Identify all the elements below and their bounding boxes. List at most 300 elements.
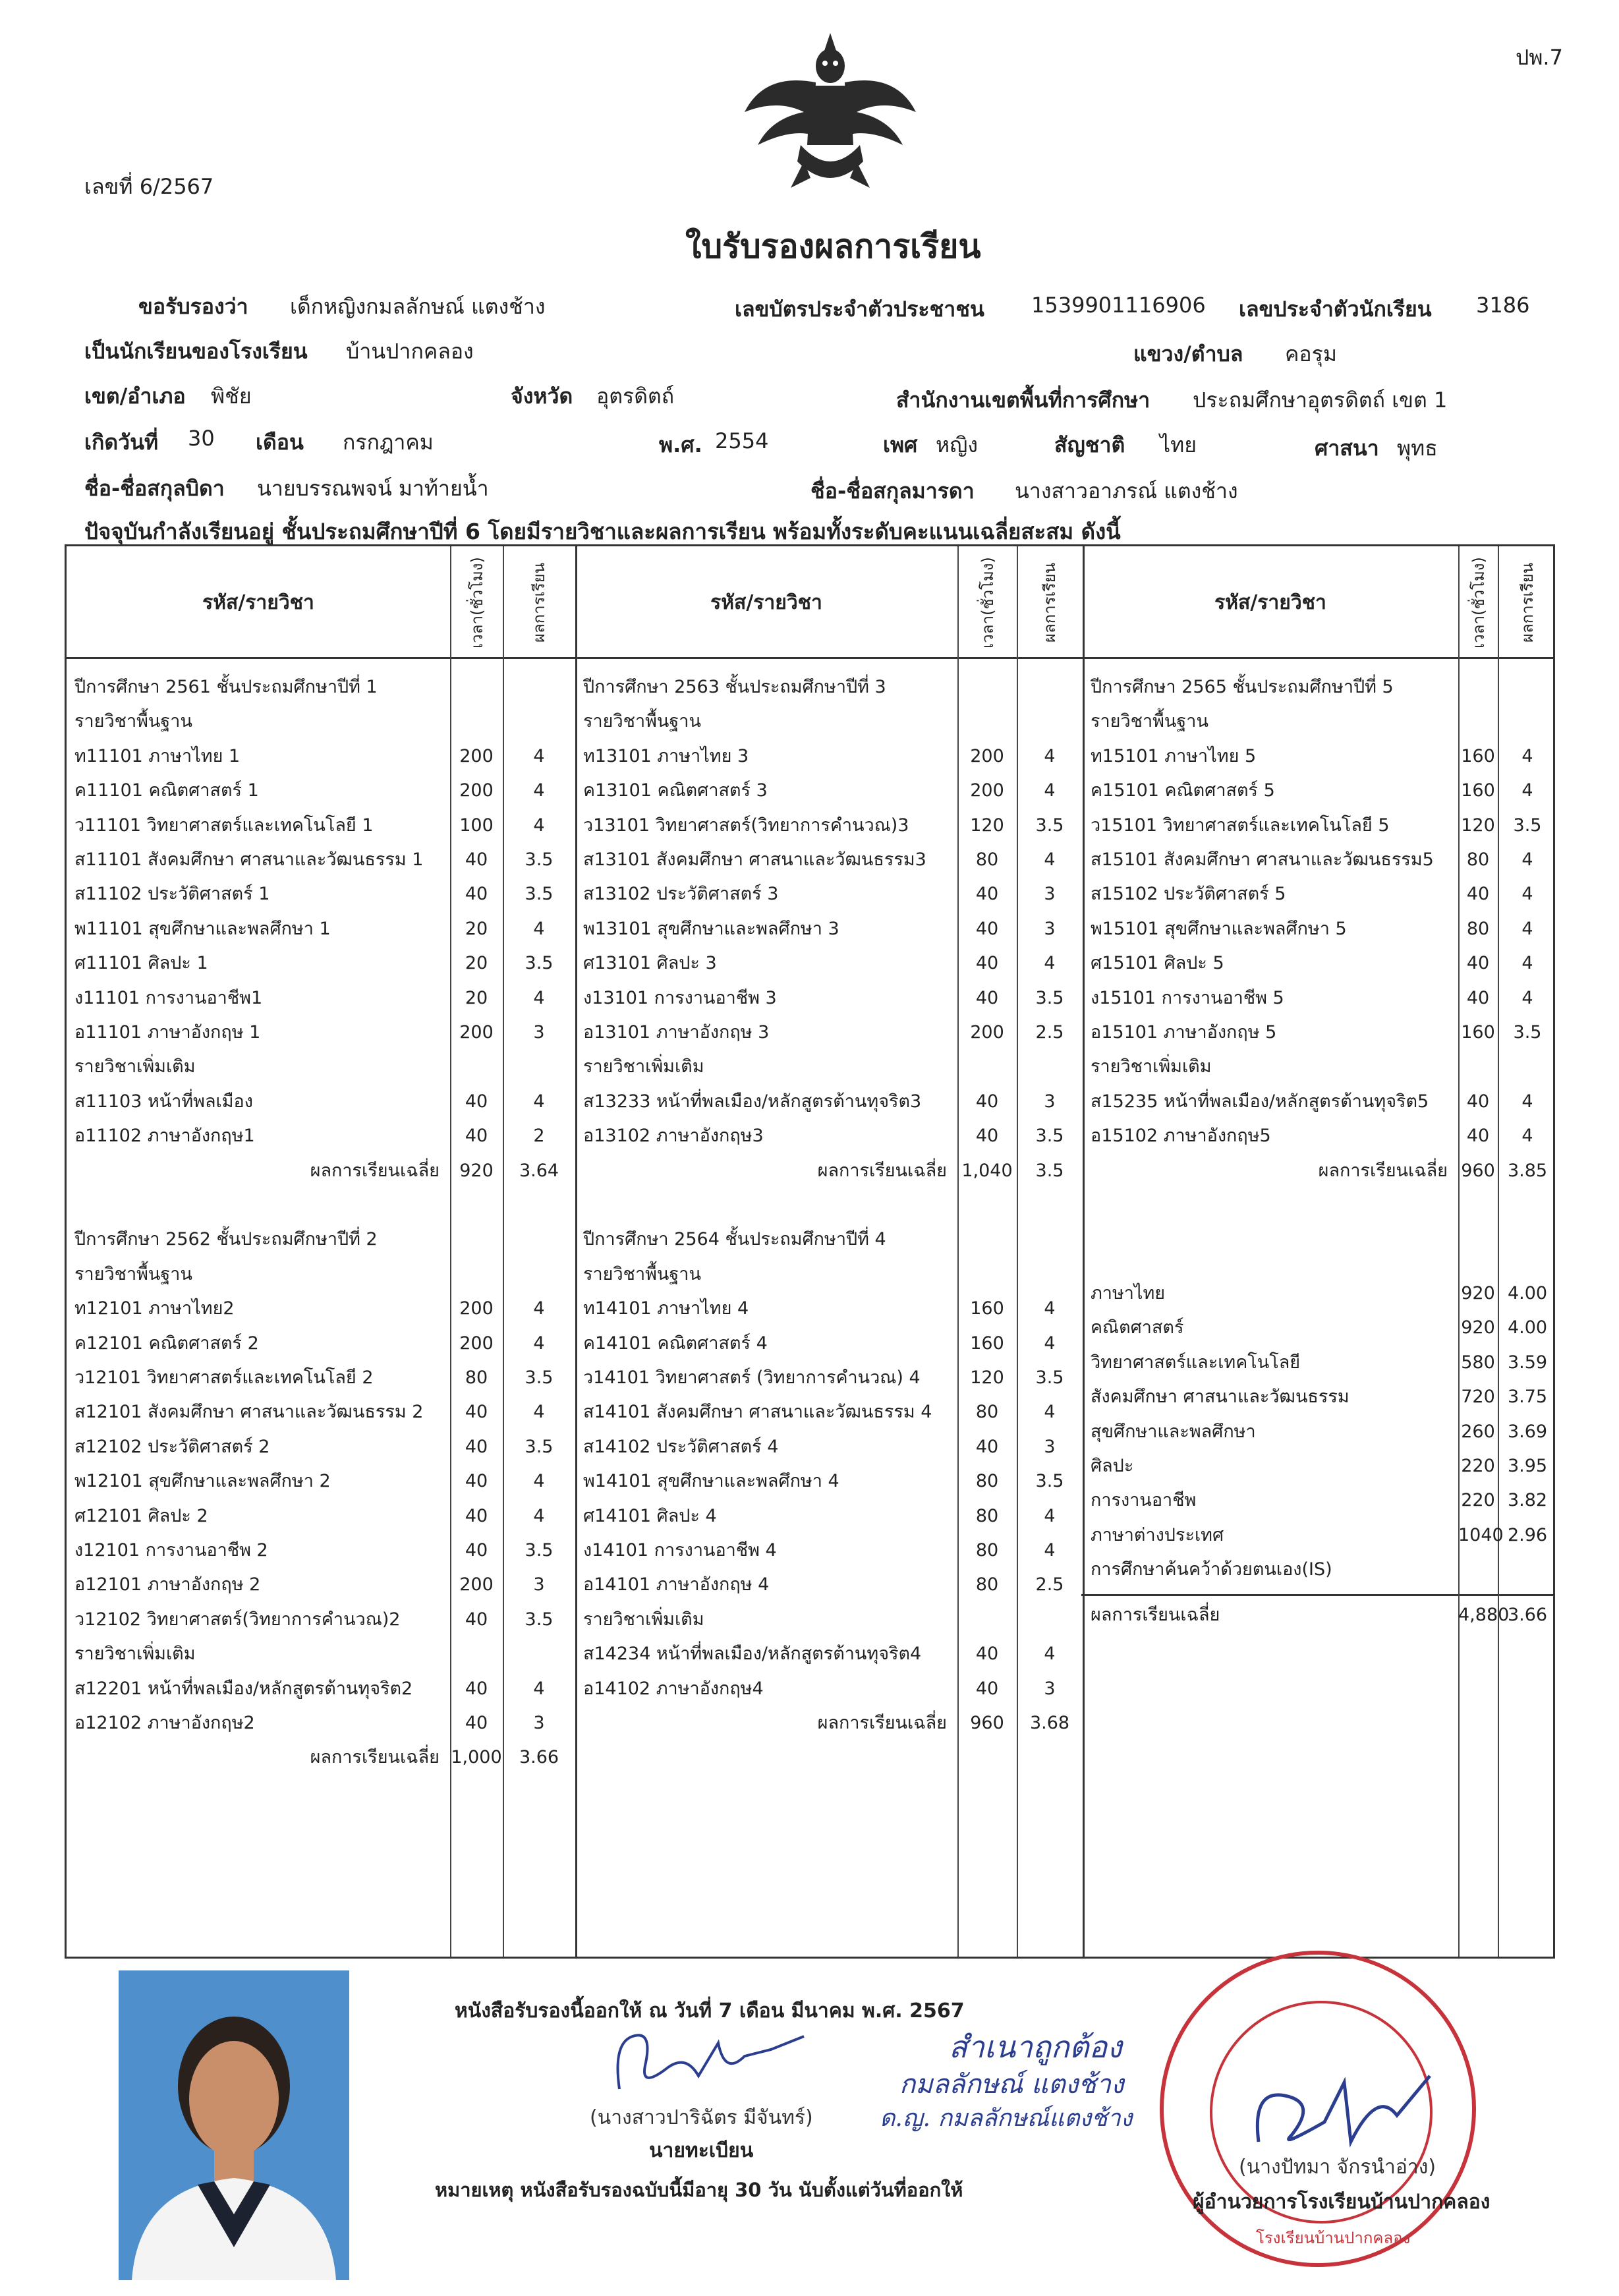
subject-name: ค13101 คณิตศาสตร์ 3 (583, 780, 768, 801)
grade-cell: 3.69 (1507, 1421, 1548, 1442)
table-row (575, 912, 1083, 946)
grade-cell: 4 (1044, 1333, 1056, 1354)
table-row (67, 946, 575, 981)
subject-name: รายวิชาเพิ่มเติม (74, 1644, 196, 1665)
grade-cell: 3.75 (1507, 1387, 1548, 1408)
table-row (575, 1188, 1083, 1222)
subject-name: รายวิชาพื้นฐาน (74, 1263, 192, 1284)
religion-label: ศาสนา (1315, 436, 1379, 461)
hours-cell: 40 (465, 1609, 488, 1630)
table-row (575, 1430, 1083, 1464)
subject-name: ว12102 วิทยาศาสตร์(วิทยาการคำนวณ)2 (74, 1609, 401, 1630)
hours-cell: 120 (970, 1367, 1004, 1388)
hours-cell: 40 (975, 1644, 999, 1665)
summary-row (575, 1706, 1083, 1740)
subject-name: ว13101 วิทยาศาสตร์(วิทยาการคำนวณ)3 (583, 815, 909, 836)
hours-cell: 220 (1461, 1490, 1495, 1511)
subject-name: คณิตศาสตร์ (1091, 1317, 1184, 1338)
hours-cell: 40 (465, 884, 488, 905)
table-row (1083, 1016, 1557, 1050)
subject-name: รายวิชาเพิ่มเติม (583, 1609, 704, 1630)
student-no-value: 3186 (1476, 293, 1530, 318)
grade-cell: 3.5 (1035, 1126, 1064, 1147)
subject-name: ส14102 ประวัติศาสตร์ 4 (583, 1436, 779, 1457)
doc-number: เลขที่ 6/2567 (84, 174, 214, 199)
grade-cell: 4 (1521, 918, 1533, 939)
hours-cell: 200 (459, 1298, 494, 1319)
table-row (575, 877, 1083, 911)
subject-name: พ14101 สุขศึกษาและพลศึกษา 4 (583, 1471, 839, 1492)
table-row (575, 1603, 1083, 1637)
hours-cell: 120 (970, 815, 1004, 836)
subject-name: พ15101 สุขศึกษาและพลศึกษา 5 (1091, 918, 1347, 939)
subject-name: อ12102 ภาษาอังกฤษ2 (74, 1713, 255, 1733)
table-row (67, 670, 575, 704)
table-row (1083, 981, 1557, 1016)
grade-cell: 3.5 (525, 1540, 554, 1561)
subject-name: ท11101 ภาษาไทย 1 (74, 745, 241, 766)
grade-cell: 3.5 (525, 884, 554, 905)
subject-name: อ13101 ภาษาอังกฤษ 3 (583, 1022, 770, 1043)
header-subject: รหัส/รายวิชา (710, 590, 822, 614)
hours-cell: 40 (975, 987, 999, 1008)
table-row (1083, 1050, 1557, 1084)
hours-cell: 40 (975, 953, 999, 974)
student-photo-figure (119, 1970, 349, 2280)
hours-cell: 260 (1461, 1421, 1495, 1442)
hours-cell: 40 (975, 1436, 999, 1457)
table-row (1083, 843, 1557, 877)
table-row (575, 1050, 1083, 1084)
table-row (67, 1499, 575, 1534)
hours-cell: 20 (465, 918, 488, 939)
district-label: เขต/อำเภอ (84, 384, 186, 409)
header-subject: รหัส/รายวิชา (202, 590, 314, 614)
subject-name: อ15102 ภาษาอังกฤษ5 (1091, 1126, 1271, 1147)
table-row (67, 1464, 575, 1499)
table-row (1083, 670, 1557, 704)
subject-name: ค11101 คณิตศาสตร์ 1 (74, 780, 259, 801)
grade-cell: 4 (1521, 780, 1533, 801)
table-row (67, 843, 575, 877)
hours-cell: 200 (459, 1333, 494, 1354)
table-row (67, 1222, 575, 1257)
certified-line2: กมลลักษณ์ แตงช้าง (899, 2069, 1124, 2100)
student-no-label: เลขประจำตัวนักเรียน (1239, 297, 1432, 322)
table-row (575, 1534, 1083, 1568)
summary-row (1083, 1154, 1557, 1188)
sex-label: เพศ (883, 432, 918, 457)
grade-cell: 3.5 (525, 953, 554, 974)
table-row (67, 1395, 575, 1429)
subject-name: พ11101 สุขศึกษาและพลศึกษา 1 (74, 918, 331, 939)
subject-name: ว15101 วิทยาศาสตร์และเทคโนโลยี 5 (1091, 815, 1390, 836)
subject-name: ว11101 วิทยาศาสตร์และเทคโนโลยี 1 (74, 815, 374, 836)
district-value: พิชัย (211, 384, 252, 409)
subject-name: ผลการเรียนเฉลี่ย (310, 1747, 440, 1768)
certify-label: ขอรับรองว่า (138, 294, 248, 319)
subject-name: ผลการเรียนเฉลี่ย (1091, 1605, 1220, 1625)
father-value: นายบรรณพจน์ มาท้ายน้ำ (257, 476, 489, 501)
grade-cell: 3 (1044, 1436, 1056, 1457)
hours-cell: 580 (1461, 1352, 1495, 1373)
table-row (1083, 1346, 1557, 1380)
header-subject: รหัส/รายวิชา (1214, 590, 1326, 614)
subdistrict-value: คอรุม (1285, 341, 1337, 366)
grade-cell: 3.5 (525, 1436, 554, 1457)
subdistrict-label: แขวง/ตำบล (1133, 341, 1243, 366)
hours-cell: 200 (459, 745, 494, 766)
hours-cell: 80 (975, 849, 999, 870)
table-row (575, 843, 1083, 877)
registrar-signature (606, 2017, 830, 2102)
id-label: เลขบัตรประจำตัวประชาชน (735, 297, 984, 322)
birth-year-label: พ.ศ. (659, 432, 702, 457)
subject-name: ส15101 สังคมศึกษา ศาสนาและวัฒนธรรม5 (1091, 849, 1434, 870)
table-row (1083, 1277, 1557, 1311)
table-row (67, 1292, 575, 1326)
grade-cell: 3.5 (1035, 1160, 1064, 1181)
subject-name: อ13102 ภาษาอังกฤษ3 (583, 1126, 764, 1147)
subject-name: ศ14101 ศิลปะ 4 (583, 1505, 717, 1526)
grade-cell: 4 (1521, 987, 1533, 1008)
table-row (1083, 912, 1557, 946)
grade-cell: 3 (1044, 884, 1056, 905)
table-row (1083, 1119, 1557, 1153)
transcript-table (65, 544, 1555, 1959)
subject-name: อ12101 ภาษาอังกฤษ 2 (74, 1574, 261, 1595)
grade-cell: 4 (533, 1471, 545, 1492)
birth-day-label: เกิดวันที่ (84, 430, 159, 455)
school-value: บ้านปากคลอง (346, 339, 474, 364)
grade-cell: 4 (533, 815, 545, 836)
table-row (575, 704, 1083, 739)
subject-name: ง15101 การงานอาชีพ 5 (1091, 987, 1284, 1008)
subject-name: อ11102 ภาษาอังกฤษ1 (74, 1126, 255, 1147)
subject-name: ปีการศึกษา 2565 ชั้นประถมศึกษาปีที่ 5 (1091, 677, 1394, 697)
table-row (575, 1637, 1083, 1671)
grade-cell: 4 (1044, 1540, 1056, 1561)
table-row (575, 774, 1083, 808)
hours-cell: 80 (465, 1367, 488, 1388)
table-row (575, 1395, 1083, 1429)
header-hours (450, 553, 503, 652)
grade-cell: 4 (1521, 1091, 1533, 1112)
subject-name: ส15102 ประวัติศาสตร์ 5 (1091, 884, 1286, 905)
hours-cell: 40 (975, 1126, 999, 1147)
header-hours (1458, 553, 1498, 652)
table-row (67, 1361, 575, 1395)
table-row (575, 1016, 1083, 1050)
grade-cell: 3 (533, 1022, 545, 1043)
table-row (67, 1188, 575, 1222)
grade-cell: 4 (533, 780, 545, 801)
hours-cell: 1,000 (451, 1747, 502, 1768)
subject-name: รายวิชาเพิ่มเติม (74, 1056, 196, 1077)
hours-cell: 40 (975, 1091, 999, 1112)
grade-cell: 3.5 (525, 1609, 554, 1630)
summary-row (575, 1154, 1083, 1188)
grade-cell: 3 (533, 1574, 545, 1595)
subject-name: ศิลปะ (1091, 1456, 1134, 1476)
grade-cell: 4 (1044, 1505, 1056, 1526)
table-row (1083, 739, 1557, 774)
table-row (1083, 809, 1557, 843)
table-row (575, 809, 1083, 843)
subject-name: ผลการเรียนเฉลี่ย (817, 1160, 947, 1181)
subject-name: ผลการเรียนเฉลี่ย (817, 1713, 947, 1733)
birth-month-label: เดือน (256, 430, 304, 455)
grade-cell: 3 (533, 1713, 545, 1733)
director-signature (1239, 2063, 1450, 2162)
hours-cell: 40 (1466, 1091, 1490, 1112)
hours-cell: 40 (465, 1436, 488, 1457)
subject-name: อ14102 ภาษาอังกฤษ4 (583, 1678, 764, 1699)
table-row (575, 1672, 1083, 1706)
hours-cell: 40 (465, 1713, 488, 1733)
director-name: (นางปัทมา จักรนำอ่าง) (1239, 2156, 1436, 2179)
subject-name: ค12101 คณิตศาสตร์ 2 (74, 1333, 259, 1354)
hours-cell: 4,880 (1458, 1605, 1510, 1625)
certified-line3: ด.ญ. กมลลักษณ์แตงช้าง (880, 2105, 1133, 2132)
subject-name: รายวิชาพื้นฐาน (74, 711, 192, 732)
subject-name: สังคมศึกษา ศาสนาและวัฒนธรรม (1091, 1387, 1349, 1408)
grade-cell: 3.5 (1035, 987, 1064, 1008)
registrar-name: (นางสาวปาริฉัตร มีจันทร์) (590, 2106, 813, 2129)
subject-name: ง13101 การงานอาชีพ 3 (583, 987, 777, 1008)
hours-cell: 920 (459, 1160, 494, 1181)
grade-cell: 3.66 (519, 1747, 559, 1768)
table-row (67, 877, 575, 911)
subject-name: ปีการศึกษา 2562 ชั้นประถมศึกษาปีที่ 2 (74, 1229, 378, 1250)
subject-name: สุขศึกษาและพลศึกษา (1091, 1421, 1256, 1442)
table-row (575, 1361, 1083, 1395)
hours-cell: 40 (975, 1678, 999, 1699)
grade-cell: 3.5 (1035, 1367, 1064, 1388)
grade-cell: 3.5 (1513, 815, 1542, 836)
grade-cell: 3.5 (1035, 1471, 1064, 1492)
form-code: ปพ.7 (1516, 45, 1563, 70)
hours-cell: 100 (459, 815, 494, 836)
grade-cell: 3.66 (1507, 1605, 1548, 1625)
grade-cell: 3 (1044, 918, 1056, 939)
hours-cell: 200 (970, 745, 1004, 766)
grade-cell: 3 (1044, 1091, 1056, 1112)
issue-text: หนังสือรับรองนี้ออกให้ ณ วันที่ 7 เดือน มีนาคม พ.ศ. 2567 (455, 1999, 965, 2023)
subject-name: ค14101 คณิตศาสตร์ 4 (583, 1333, 768, 1354)
subject-name: ส11101 สังคมศึกษา ศาสนาและวัฒนธรรม 1 (74, 849, 424, 870)
subject-name: อ11101 ภาษาอังกฤษ 1 (74, 1022, 261, 1043)
subject-name: ส12101 สังคมศึกษา ศาสนาและวัฒนธรรม 2 (74, 1402, 424, 1423)
header-grade-text: ผลการเรียน (1040, 562, 1060, 643)
table-row (1083, 704, 1557, 739)
director-title: ผู้อำนวยการโรงเรียนบ้านปากคลอง (1193, 2191, 1491, 2214)
subject-name: ว14101 วิทยาศาสตร์ (วิทยาการคำนวณ) 4 (583, 1367, 921, 1388)
subject-name: ภาษาไทย (1091, 1283, 1166, 1304)
hours-cell: 40 (465, 1540, 488, 1561)
grade-cell: 4 (1044, 1402, 1056, 1423)
hours-cell: 200 (459, 1574, 494, 1595)
subject-name: ส14234 หน้าที่พลเมือง/หลักสูตรต้านทุจริต4 (583, 1644, 922, 1665)
province-label: จังหวัด (511, 384, 573, 409)
birth-day-value: 30 (188, 426, 215, 451)
subject-name: ส13102 ประวัติศาสตร์ 3 (583, 884, 779, 905)
hours-cell: 960 (970, 1713, 1004, 1733)
hours-cell: 200 (459, 780, 494, 801)
grade-cell: 4 (533, 1678, 545, 1699)
header-hours (957, 553, 1017, 652)
grade-cell: 3.68 (1029, 1713, 1070, 1733)
header-hours-text: เวลา(ชั่วโมง) (1469, 556, 1488, 648)
grade-cell: 3.5 (1513, 1022, 1542, 1043)
grade-cell: 4 (1044, 849, 1056, 870)
hours-cell: 20 (465, 953, 488, 974)
hours-cell: 160 (970, 1298, 1004, 1319)
header-grade (1498, 553, 1557, 652)
header-hours-text: เวลา(ชั่วโมง) (978, 556, 997, 648)
subject-name: ผลการเรียนเฉลี่ย (1318, 1160, 1448, 1181)
subject-name: ท13101 ภาษาไทย 3 (583, 745, 749, 766)
table-row (67, 1706, 575, 1740)
hours-cell: 80 (1466, 918, 1490, 939)
subject-name: ส11102 ประวัติศาสตร์ 1 (74, 884, 270, 905)
current-statement: ปัจจุบันกำลังเรียนอยู่ ชั้นประถมศึกษาปีที่ 6 โดยมีรายวิชาและผลการเรียน พร้อมทั้งระดับคะแนนเฉลี่ยสะสม ดังนี้ (84, 519, 1121, 544)
subject-name: รายวิชาพื้นฐาน (1091, 711, 1208, 732)
school-label: เป็นนักเรียนของโรงเรียน (84, 339, 308, 364)
grade-cell: 3.5 (1035, 815, 1064, 836)
table-row (575, 1568, 1083, 1602)
table-row (1083, 1518, 1557, 1553)
hours-cell: 80 (975, 1540, 999, 1561)
table-row (67, 1257, 575, 1292)
subject-name: ท12101 ภาษาไทย2 (74, 1298, 235, 1319)
table-row (1083, 946, 1557, 981)
grade-cell: 3.59 (1507, 1352, 1548, 1373)
table-row (1083, 1380, 1557, 1414)
table-row (575, 946, 1083, 981)
subject-name: ท15101 ภาษาไทย 5 (1091, 745, 1257, 766)
table-row (67, 1603, 575, 1637)
subject-name: ส12201 หน้าที่พลเมือง/หลักสูตรต้านทุจริต2 (74, 1678, 413, 1699)
grade-cell: 2.96 (1507, 1524, 1548, 1545)
subject-name: ศ12101 ศิลปะ 2 (74, 1505, 208, 1526)
grade-cell: 4 (533, 1333, 545, 1354)
subject-name: ศ13101 ศิลปะ 3 (583, 953, 717, 974)
table-row (1083, 1085, 1557, 1119)
grade-cell: 3.5 (525, 1367, 554, 1388)
grade-cell: 3.64 (519, 1160, 559, 1181)
table-row (67, 912, 575, 946)
grade-cell: 3.85 (1507, 1160, 1548, 1181)
nationality-value: ไทย (1160, 432, 1197, 457)
table-row (575, 981, 1083, 1016)
grade-cell: 4 (533, 1402, 545, 1423)
subject-name: ว12101 วิทยาศาสตร์และเทคโนโลยี 2 (74, 1367, 374, 1388)
table-row (67, 809, 575, 843)
hours-cell: 720 (1461, 1387, 1495, 1408)
subject-name: ส15235 หน้าที่พลเมือง/หลักสูตรต้านทุจริต5 (1091, 1091, 1429, 1112)
hours-cell: 40 (465, 1678, 488, 1699)
grade-cell: 4 (533, 987, 545, 1008)
grade-cell: 2 (533, 1126, 545, 1147)
hours-cell: 80 (975, 1574, 999, 1595)
table-row (67, 1119, 575, 1153)
grade-cell: 4 (533, 1091, 545, 1112)
subject-name: รายวิชาพื้นฐาน (583, 1263, 701, 1284)
student-name: เด็กหญิงกมลลักษณ์ แตงช้าง (290, 294, 546, 319)
table-row (575, 1464, 1083, 1499)
table-row (67, 1050, 575, 1084)
table-row (575, 1292, 1083, 1326)
subject-name: ส11103 หน้าที่พลเมือง (74, 1091, 253, 1112)
hours-cell: 220 (1461, 1456, 1495, 1476)
subject-name: ท14101 ภาษาไทย 4 (583, 1298, 749, 1319)
table-row (67, 739, 575, 774)
subject-name: ง11101 การงานอาชีพ1 (74, 987, 263, 1008)
grade-cell: 4 (1044, 1298, 1056, 1319)
subject-name: รายวิชาพื้นฐาน (583, 711, 701, 732)
table-row (67, 1085, 575, 1119)
hours-cell: 40 (465, 1402, 488, 1423)
grade-cell: 4 (533, 1505, 545, 1526)
table-row (67, 1534, 575, 1568)
table-row (67, 704, 575, 739)
subject-name: ค15101 คณิตศาสตร์ 5 (1091, 780, 1275, 801)
hours-cell: 1,040 (961, 1160, 1013, 1181)
subject-name: ส13101 สังคมศึกษา ศาสนาและวัฒนธรรม3 (583, 849, 926, 870)
hours-cell: 120 (1461, 815, 1495, 836)
hours-cell: 1040 (1458, 1524, 1504, 1545)
garuda-emblem (738, 20, 923, 198)
table-row (575, 739, 1083, 774)
subject-name: อ14101 ภาษาอังกฤษ 4 (583, 1574, 770, 1595)
hours-cell: 20 (465, 987, 488, 1008)
area-office-value: ประถมศึกษาอุตรดิตถ์ เขต 1 (1193, 387, 1448, 413)
subject-name: ปีการศึกษา 2561 ชั้นประถมศึกษาปีที่ 1 (74, 677, 378, 697)
grade-cell: 4 (1521, 884, 1533, 905)
grade-cell: 3.95 (1507, 1456, 1548, 1476)
hours-cell: 40 (465, 1471, 488, 1492)
hours-cell: 200 (970, 780, 1004, 801)
table-row (67, 981, 575, 1016)
hours-cell: 80 (1466, 849, 1490, 870)
grade-cell: 4.00 (1507, 1317, 1548, 1338)
grade-cell: 4 (1521, 745, 1533, 766)
hours-cell: 160 (1461, 745, 1495, 766)
grade-cell: 4 (1044, 745, 1056, 766)
grade-cell: 4 (1044, 1644, 1056, 1665)
subject-name: ปีการศึกษา 2564 ชั้นประถมศึกษาปีที่ 4 (583, 1229, 886, 1250)
subject-name: ง12101 การงานอาชีพ 2 (74, 1540, 268, 1561)
table-row (1083, 1553, 1557, 1587)
hours-cell: 920 (1461, 1283, 1495, 1304)
table-row (575, 1119, 1083, 1153)
subject-name: การศึกษาค้นคว้าด้วยตนเอง(IS) (1091, 1559, 1332, 1580)
grade-cell: 3.82 (1507, 1490, 1548, 1511)
grade-cell: 4 (1521, 1126, 1533, 1147)
subject-name: รายวิชาเพิ่มเติม (1091, 1056, 1212, 1077)
note: หมายเหตุ หนังสือรับรองฉบับนี้มีอายุ 30 วัน นับตั้งแต่วันที่ออกให้ (435, 2179, 963, 2201)
subject-name: พ12101 สุขศึกษาและพลศึกษา 2 (74, 1471, 331, 1492)
hours-cell: 200 (459, 1022, 494, 1043)
religion-value: พุทธ (1397, 436, 1438, 461)
subject-name: ปีการศึกษา 2563 ชั้นประถมศึกษาปีที่ 3 (583, 677, 886, 697)
grade-cell: 4 (1044, 953, 1056, 974)
hours-cell: 960 (1461, 1160, 1495, 1181)
hours-cell: 40 (1466, 987, 1490, 1008)
table-row (67, 1672, 575, 1706)
subject-name: รายวิชาเพิ่มเติม (583, 1056, 704, 1077)
